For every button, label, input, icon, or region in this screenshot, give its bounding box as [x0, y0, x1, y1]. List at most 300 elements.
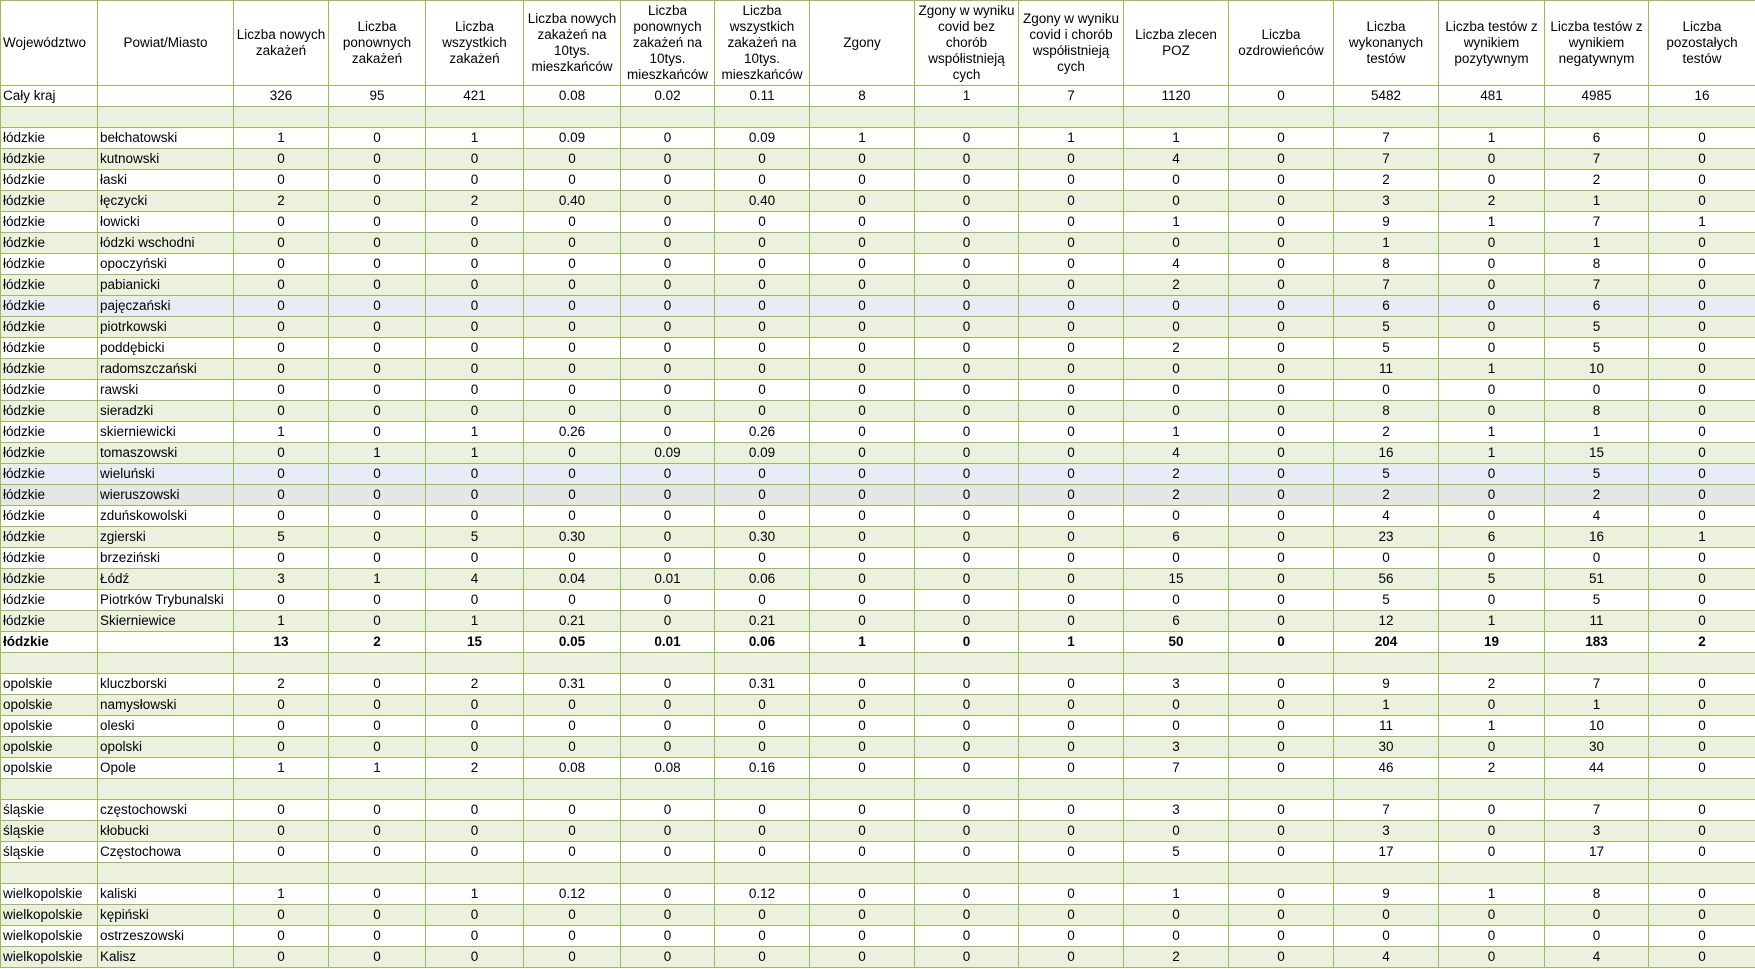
table-cell[interactable]: 0.08	[524, 758, 621, 779]
table-cell[interactable]: 0	[915, 191, 1019, 212]
table-cell[interactable]: 5	[1545, 317, 1649, 338]
table-cell[interactable]: 1	[1439, 359, 1545, 380]
table-cell[interactable]: 0	[1019, 758, 1124, 779]
table-cell[interactable]: 0	[915, 149, 1019, 170]
table-cell[interactable]: 0	[234, 359, 329, 380]
cell-powiat[interactable]	[98, 86, 234, 107]
table-cell[interactable]: 0	[1649, 422, 1755, 443]
table-cell[interactable]: 0	[1019, 233, 1124, 254]
table-cell[interactable]: 0	[329, 191, 426, 212]
table-cell[interactable]: 481	[1439, 86, 1545, 107]
table-cell[interactable]: 0	[1439, 275, 1545, 296]
table-cell[interactable]: 0	[621, 380, 715, 401]
table-cell[interactable]: 0	[915, 359, 1019, 380]
table-cell[interactable]: 0	[810, 317, 915, 338]
cell-powiat[interactable]: Opole	[98, 758, 234, 779]
table-cell[interactable]: 0	[1019, 212, 1124, 233]
table-cell[interactable]	[329, 107, 426, 128]
table-cell[interactable]: 2	[1334, 485, 1439, 506]
table-cell[interactable]: 2	[234, 674, 329, 695]
table-cell[interactable]: 0	[1019, 611, 1124, 632]
table-cell[interactable]: 0	[426, 401, 524, 422]
table-cell[interactable]: 0	[1229, 632, 1334, 653]
table-cell[interactable]	[1019, 863, 1124, 884]
table-cell[interactable]: 0.21	[524, 611, 621, 632]
table-cell[interactable]: 0	[915, 674, 1019, 695]
table-cell[interactable]: 0	[1334, 380, 1439, 401]
table-cell[interactable]: 0	[1019, 548, 1124, 569]
table-cell[interactable]: 2	[1124, 485, 1229, 506]
cell-powiat[interactable]: wieruszowski	[98, 485, 234, 506]
table-cell[interactable]: 0	[915, 926, 1019, 947]
table-cell[interactable]: 0	[1334, 548, 1439, 569]
table-cell[interactable]: 0	[715, 821, 810, 842]
cell-powiat[interactable]: Piotrków Trybunalski	[98, 590, 234, 611]
table-cell[interactable]: 0	[621, 275, 715, 296]
table-cell[interactable]: 0.09	[621, 443, 715, 464]
table-cell[interactable]: 12	[1334, 611, 1439, 632]
table-cell[interactable]: 0	[329, 422, 426, 443]
cell-wojewodztwo[interactable]	[1, 779, 98, 800]
cell-powiat[interactable]: radomszczański	[98, 359, 234, 380]
table-cell[interactable]: 0	[524, 401, 621, 422]
table-cell[interactable]: 0	[1229, 359, 1334, 380]
table-cell[interactable]: 0	[915, 275, 1019, 296]
table-cell[interactable]: 0	[234, 506, 329, 527]
cell-wojewodztwo[interactable]: wielkopolskie	[1, 905, 98, 926]
cell-powiat[interactable]: zduńskowolski	[98, 506, 234, 527]
table-cell[interactable]: 0	[810, 695, 915, 716]
table-cell[interactable]: 1	[234, 422, 329, 443]
cell-powiat[interactable]: pajęczański	[98, 296, 234, 317]
table-cell[interactable]: 1	[1439, 443, 1545, 464]
table-cell[interactable]: 0	[1649, 443, 1755, 464]
table-cell[interactable]: 0	[1439, 905, 1545, 926]
table-cell[interactable]: 0	[426, 947, 524, 968]
table-cell[interactable]: 0	[715, 737, 810, 758]
table-cell[interactable]: 15	[1124, 569, 1229, 590]
table-cell[interactable]: 0	[1229, 86, 1334, 107]
table-cell[interactable]: 0	[810, 401, 915, 422]
table-cell[interactable]: 0	[1019, 338, 1124, 359]
table-cell[interactable]: 0	[715, 485, 810, 506]
table-cell[interactable]: 0	[715, 233, 810, 254]
table-cell[interactable]	[1019, 653, 1124, 674]
table-cell[interactable]: 0	[715, 338, 810, 359]
table-cell[interactable]: 0	[329, 359, 426, 380]
table-cell[interactable]: 0	[810, 716, 915, 737]
table-cell[interactable]: 0	[621, 548, 715, 569]
table-cell[interactable]: 0	[1124, 548, 1229, 569]
table-cell[interactable]: 0	[1019, 359, 1124, 380]
table-cell[interactable]: 0	[810, 149, 915, 170]
table-cell[interactable]: 0	[810, 800, 915, 821]
table-cell[interactable]: 0	[426, 800, 524, 821]
table-cell[interactable]: 0	[524, 464, 621, 485]
table-cell[interactable]: 0	[1649, 485, 1755, 506]
table-cell[interactable]: 0	[1229, 695, 1334, 716]
table-cell[interactable]: 0	[1439, 821, 1545, 842]
table-cell[interactable]: 0	[1019, 737, 1124, 758]
table-cell[interactable]: 0	[1124, 380, 1229, 401]
cell-powiat[interactable]: łaski	[98, 170, 234, 191]
table-cell[interactable]: 8	[1545, 884, 1649, 905]
table-cell[interactable]: 2	[1439, 191, 1545, 212]
table-cell[interactable]: 0.09	[715, 443, 810, 464]
table-cell[interactable]: 0	[524, 821, 621, 842]
table-cell[interactable]: 1	[1019, 128, 1124, 149]
table-cell[interactable]: 0	[1545, 380, 1649, 401]
table-cell[interactable]: 0	[329, 485, 426, 506]
table-cell[interactable]: 0	[621, 149, 715, 170]
table-cell[interactable]: 0	[1649, 590, 1755, 611]
table-cell[interactable]: 7	[1545, 800, 1649, 821]
cell-wojewodztwo[interactable]: łódzkie	[1, 611, 98, 632]
table-cell[interactable]: 0	[810, 506, 915, 527]
table-cell[interactable]: 0	[715, 926, 810, 947]
cell-powiat[interactable]: łęczycki	[98, 191, 234, 212]
column-header[interactable]: Zgony w wyniku covid bez chorób współistnieją cych	[915, 1, 1019, 86]
table-cell[interactable]: 0	[1229, 527, 1334, 548]
table-cell[interactable]: 10	[1545, 716, 1649, 737]
table-cell[interactable]: 0	[1229, 905, 1334, 926]
table-cell[interactable]: 0	[1545, 926, 1649, 947]
table-cell[interactable]	[234, 107, 329, 128]
table-cell[interactable]: 0	[810, 758, 915, 779]
table-cell[interactable]: 0	[915, 212, 1019, 233]
table-cell[interactable]: 2	[1649, 632, 1755, 653]
table-cell[interactable]: 0	[810, 674, 915, 695]
table-cell[interactable]: 0	[1439, 254, 1545, 275]
table-cell[interactable]	[1545, 653, 1649, 674]
table-cell[interactable]: 0	[621, 527, 715, 548]
table-cell[interactable]: 0	[329, 695, 426, 716]
table-cell[interactable]: 5	[1334, 317, 1439, 338]
table-cell[interactable]	[1649, 863, 1755, 884]
table-cell[interactable]: 2	[1439, 758, 1545, 779]
table-cell[interactable]: 0	[915, 632, 1019, 653]
table-cell[interactable]: 6	[1545, 128, 1649, 149]
cell-powiat[interactable]: tomaszowski	[98, 443, 234, 464]
table-cell[interactable]: 0	[1019, 296, 1124, 317]
table-cell[interactable]: 0	[1649, 884, 1755, 905]
table-cell[interactable]: 5	[1439, 569, 1545, 590]
table-cell[interactable]: 1	[1439, 716, 1545, 737]
table-cell[interactable]: 0	[810, 338, 915, 359]
table-cell[interactable]	[329, 863, 426, 884]
table-cell[interactable]: 0	[810, 590, 915, 611]
table-cell[interactable]: 0	[1019, 170, 1124, 191]
table-cell[interactable]: 0	[329, 380, 426, 401]
table-cell[interactable]: 0	[524, 905, 621, 926]
table-cell[interactable]: 0.05	[524, 632, 621, 653]
table-cell[interactable]: 5	[1124, 842, 1229, 863]
table-cell[interactable]: 5	[426, 527, 524, 548]
table-cell[interactable]	[915, 779, 1019, 800]
table-cell[interactable]: 1	[1439, 128, 1545, 149]
table-cell[interactable]: 0	[234, 464, 329, 485]
table-cell[interactable]: 0	[715, 800, 810, 821]
table-cell[interactable]: 0	[1019, 800, 1124, 821]
table-cell[interactable]: 1	[1019, 632, 1124, 653]
table-cell[interactable]: 0	[1334, 905, 1439, 926]
table-cell[interactable]: 0	[1649, 695, 1755, 716]
cell-wojewodztwo[interactable]: łódzkie	[1, 254, 98, 275]
table-cell[interactable]: 30	[1334, 737, 1439, 758]
table-cell[interactable]: 0	[426, 695, 524, 716]
table-cell[interactable]: 0	[426, 926, 524, 947]
table-cell[interactable]: 0	[621, 926, 715, 947]
table-cell[interactable]: 0	[810, 947, 915, 968]
table-cell[interactable]: 5	[1334, 464, 1439, 485]
table-cell[interactable]: 0	[715, 212, 810, 233]
table-cell[interactable]: 0	[1019, 926, 1124, 947]
table-cell[interactable]: 0	[621, 212, 715, 233]
table-cell[interactable]: 0	[426, 212, 524, 233]
table-cell[interactable]: 0	[1649, 842, 1755, 863]
table-cell[interactable]: 0	[1019, 149, 1124, 170]
table-cell[interactable]: 0	[329, 548, 426, 569]
table-cell[interactable]: 1	[329, 569, 426, 590]
table-cell[interactable]: 0	[1229, 170, 1334, 191]
table-cell[interactable]: 0	[1019, 884, 1124, 905]
table-cell[interactable]: 0	[1439, 380, 1545, 401]
table-cell[interactable]: 0	[621, 464, 715, 485]
table-cell[interactable]: 0	[329, 401, 426, 422]
cell-powiat[interactable]: kutnowski	[98, 149, 234, 170]
cell-wojewodztwo[interactable]: śląskie	[1, 821, 98, 842]
table-cell[interactable]: 0	[715, 842, 810, 863]
table-cell[interactable]: 30	[1545, 737, 1649, 758]
table-cell[interactable]: 7	[1334, 800, 1439, 821]
table-cell[interactable]: 0.30	[715, 527, 810, 548]
table-cell[interactable]: 0	[1649, 170, 1755, 191]
table-cell[interactable]	[715, 107, 810, 128]
table-cell[interactable]: 0	[1439, 590, 1545, 611]
cell-powiat[interactable]: kaliski	[98, 884, 234, 905]
table-cell[interactable]: 4	[426, 569, 524, 590]
table-cell[interactable]: 0.31	[715, 674, 810, 695]
cell-wojewodztwo[interactable]	[1, 863, 98, 884]
table-cell[interactable]	[1334, 107, 1439, 128]
table-cell[interactable]: 1	[1545, 233, 1649, 254]
table-cell[interactable]: 0	[621, 170, 715, 191]
table-cell[interactable]	[1124, 107, 1229, 128]
table-cell[interactable]: 1	[1124, 422, 1229, 443]
column-header[interactable]: Liczba nowych zakażeń na 10tys. mieszkańców	[524, 1, 621, 86]
cell-wojewodztwo[interactable]: łódzkie	[1, 506, 98, 527]
table-cell[interactable]: 1	[234, 128, 329, 149]
table-cell[interactable]	[1124, 653, 1229, 674]
table-cell[interactable]: 11	[1545, 611, 1649, 632]
table-cell[interactable]	[915, 653, 1019, 674]
table-cell[interactable]: 0	[329, 926, 426, 947]
table-cell[interactable]: 0	[1229, 443, 1334, 464]
table-cell[interactable]: 0	[524, 800, 621, 821]
table-cell[interactable]	[329, 653, 426, 674]
table-cell[interactable]: 0	[1649, 548, 1755, 569]
table-cell[interactable]: 421	[426, 86, 524, 107]
table-cell[interactable]: 0	[1439, 233, 1545, 254]
table-cell[interactable]: 0	[915, 317, 1019, 338]
table-cell[interactable]: 0.11	[715, 86, 810, 107]
table-cell[interactable]: 8	[1545, 401, 1649, 422]
table-cell[interactable]: 0	[1439, 338, 1545, 359]
table-cell[interactable]	[621, 779, 715, 800]
table-cell[interactable]	[1334, 863, 1439, 884]
table-cell[interactable]: 0	[1439, 695, 1545, 716]
cell-wojewodztwo[interactable]: łódzkie	[1, 548, 98, 569]
table-cell[interactable]: 5	[1545, 590, 1649, 611]
table-cell[interactable]: 0	[1229, 296, 1334, 317]
table-cell[interactable]: 0	[810, 359, 915, 380]
table-cell[interactable]	[1334, 653, 1439, 674]
table-cell[interactable]: 0	[426, 485, 524, 506]
table-cell[interactable]: 0.31	[524, 674, 621, 695]
table-cell[interactable]: 0	[915, 695, 1019, 716]
table-cell[interactable]: 0	[1019, 674, 1124, 695]
table-cell[interactable]: 0	[426, 737, 524, 758]
table-cell[interactable]: 17	[1334, 842, 1439, 863]
table-cell[interactable]: 0	[810, 191, 915, 212]
table-cell[interactable]: 0	[1229, 212, 1334, 233]
table-cell[interactable]: 0	[234, 149, 329, 170]
cell-powiat[interactable]: Łódź	[98, 569, 234, 590]
table-cell[interactable]: 0	[1649, 191, 1755, 212]
table-cell[interactable]: 0	[915, 233, 1019, 254]
table-cell[interactable]: 0	[915, 128, 1019, 149]
cell-wojewodztwo[interactable]: łódzkie	[1, 485, 98, 506]
table-cell[interactable]: 7	[1545, 149, 1649, 170]
table-cell[interactable]: 1	[1124, 212, 1229, 233]
table-cell[interactable]: 19	[1439, 632, 1545, 653]
column-header[interactable]: Liczba pozostałych testów	[1649, 1, 1755, 86]
cell-powiat[interactable]	[98, 653, 234, 674]
table-cell[interactable]: 0	[1124, 716, 1229, 737]
table-cell[interactable]: 0	[715, 359, 810, 380]
table-cell[interactable]: 0	[621, 884, 715, 905]
table-cell[interactable]: 3	[234, 569, 329, 590]
table-cell[interactable]: 0	[524, 233, 621, 254]
cell-powiat[interactable]: opolski	[98, 737, 234, 758]
cell-powiat[interactable]	[98, 863, 234, 884]
table-cell[interactable]: 1	[810, 128, 915, 149]
cell-wojewodztwo[interactable]: śląskie	[1, 842, 98, 863]
table-cell[interactable]: 0	[234, 401, 329, 422]
cell-wojewodztwo[interactable]: łódzkie	[1, 149, 98, 170]
table-cell[interactable]	[1545, 779, 1649, 800]
table-cell[interactable]: 46	[1334, 758, 1439, 779]
table-cell[interactable]: 0	[1439, 170, 1545, 191]
table-cell[interactable]: 0	[234, 212, 329, 233]
table-cell[interactable]: 0	[329, 149, 426, 170]
table-cell[interactable]: 0	[915, 737, 1019, 758]
table-cell[interactable]: 0	[621, 254, 715, 275]
table-cell[interactable]: 15	[426, 632, 524, 653]
table-cell[interactable]: 0	[915, 380, 1019, 401]
table-cell[interactable]: 13	[234, 632, 329, 653]
table-cell[interactable]: 16	[1649, 86, 1755, 107]
table-cell[interactable]: 1	[426, 611, 524, 632]
table-cell[interactable]: 0	[1229, 758, 1334, 779]
table-cell[interactable]: 1	[1439, 611, 1545, 632]
table-cell[interactable]: 0	[915, 947, 1019, 968]
table-cell[interactable]: 326	[234, 86, 329, 107]
table-cell[interactable]: 0	[234, 380, 329, 401]
table-cell[interactable]: 4	[1334, 506, 1439, 527]
table-cell[interactable]: 0	[621, 233, 715, 254]
column-header[interactable]: Powiat/Miasto	[98, 1, 234, 86]
table-cell[interactable]: 0	[810, 905, 915, 926]
table-cell[interactable]: 0.40	[524, 191, 621, 212]
table-cell[interactable]	[1439, 653, 1545, 674]
table-cell[interactable]: 0	[524, 296, 621, 317]
table-cell[interactable]: 1	[1545, 695, 1649, 716]
cell-powiat[interactable]	[98, 632, 234, 653]
table-cell[interactable]: 0.12	[524, 884, 621, 905]
table-cell[interactable]: 0	[621, 191, 715, 212]
table-cell[interactable]: 1	[234, 611, 329, 632]
table-cell[interactable]: 0	[1649, 926, 1755, 947]
cell-wojewodztwo[interactable]: opolskie	[1, 695, 98, 716]
table-cell[interactable]: 0	[1124, 401, 1229, 422]
table-cell[interactable]: 0	[1649, 254, 1755, 275]
table-cell[interactable]: 0.06	[715, 632, 810, 653]
cell-wojewodztwo[interactable]: opolskie	[1, 737, 98, 758]
table-cell[interactable]: 1	[1649, 527, 1755, 548]
table-cell[interactable]: 5	[234, 527, 329, 548]
table-cell[interactable]: 0	[1124, 359, 1229, 380]
table-cell[interactable]: 0.06	[715, 569, 810, 590]
table-cell[interactable]: 0	[234, 821, 329, 842]
table-cell[interactable]: 0	[1229, 464, 1334, 485]
table-cell[interactable]: 0	[426, 380, 524, 401]
table-cell[interactable]: 0	[1229, 254, 1334, 275]
table-cell[interactable]	[810, 653, 915, 674]
table-cell[interactable]: 0	[1649, 296, 1755, 317]
column-header[interactable]: Liczba nowych zakażeń	[234, 1, 329, 86]
table-cell[interactable]	[426, 653, 524, 674]
table-cell[interactable]: 0	[810, 527, 915, 548]
table-cell[interactable]: 0	[234, 737, 329, 758]
table-cell[interactable]	[715, 653, 810, 674]
table-cell[interactable]: 95	[329, 86, 426, 107]
table-cell[interactable]: 0	[234, 317, 329, 338]
table-cell[interactable]: 0	[915, 905, 1019, 926]
table-cell[interactable]: 10	[1545, 359, 1649, 380]
table-cell[interactable]: 1	[1649, 212, 1755, 233]
table-cell[interactable]: 0	[621, 128, 715, 149]
table-cell[interactable]: 0	[1124, 905, 1229, 926]
table-cell[interactable]: 0	[1124, 296, 1229, 317]
cell-powiat[interactable]: Częstochowa	[98, 842, 234, 863]
cell-wojewodztwo[interactable]: łódzkie	[1, 338, 98, 359]
table-cell[interactable]: 1	[1439, 212, 1545, 233]
cell-powiat[interactable]: brzeziński	[98, 548, 234, 569]
table-cell[interactable]: 0	[1019, 401, 1124, 422]
table-cell[interactable]: 0	[621, 674, 715, 695]
table-cell[interactable]: 0	[1229, 233, 1334, 254]
table-cell[interactable]: 0	[524, 485, 621, 506]
table-cell[interactable]: 0	[1229, 401, 1334, 422]
table-cell[interactable]: 0	[426, 506, 524, 527]
table-cell[interactable]: 0.12	[715, 884, 810, 905]
table-cell[interactable]: 9	[1334, 212, 1439, 233]
column-header[interactable]: Liczba ponownych zakażeń na 10tys. mieszkańców	[621, 1, 715, 86]
table-cell[interactable]: 0	[329, 275, 426, 296]
table-cell[interactable]: 2	[1334, 422, 1439, 443]
table-cell[interactable]: 0	[329, 233, 426, 254]
